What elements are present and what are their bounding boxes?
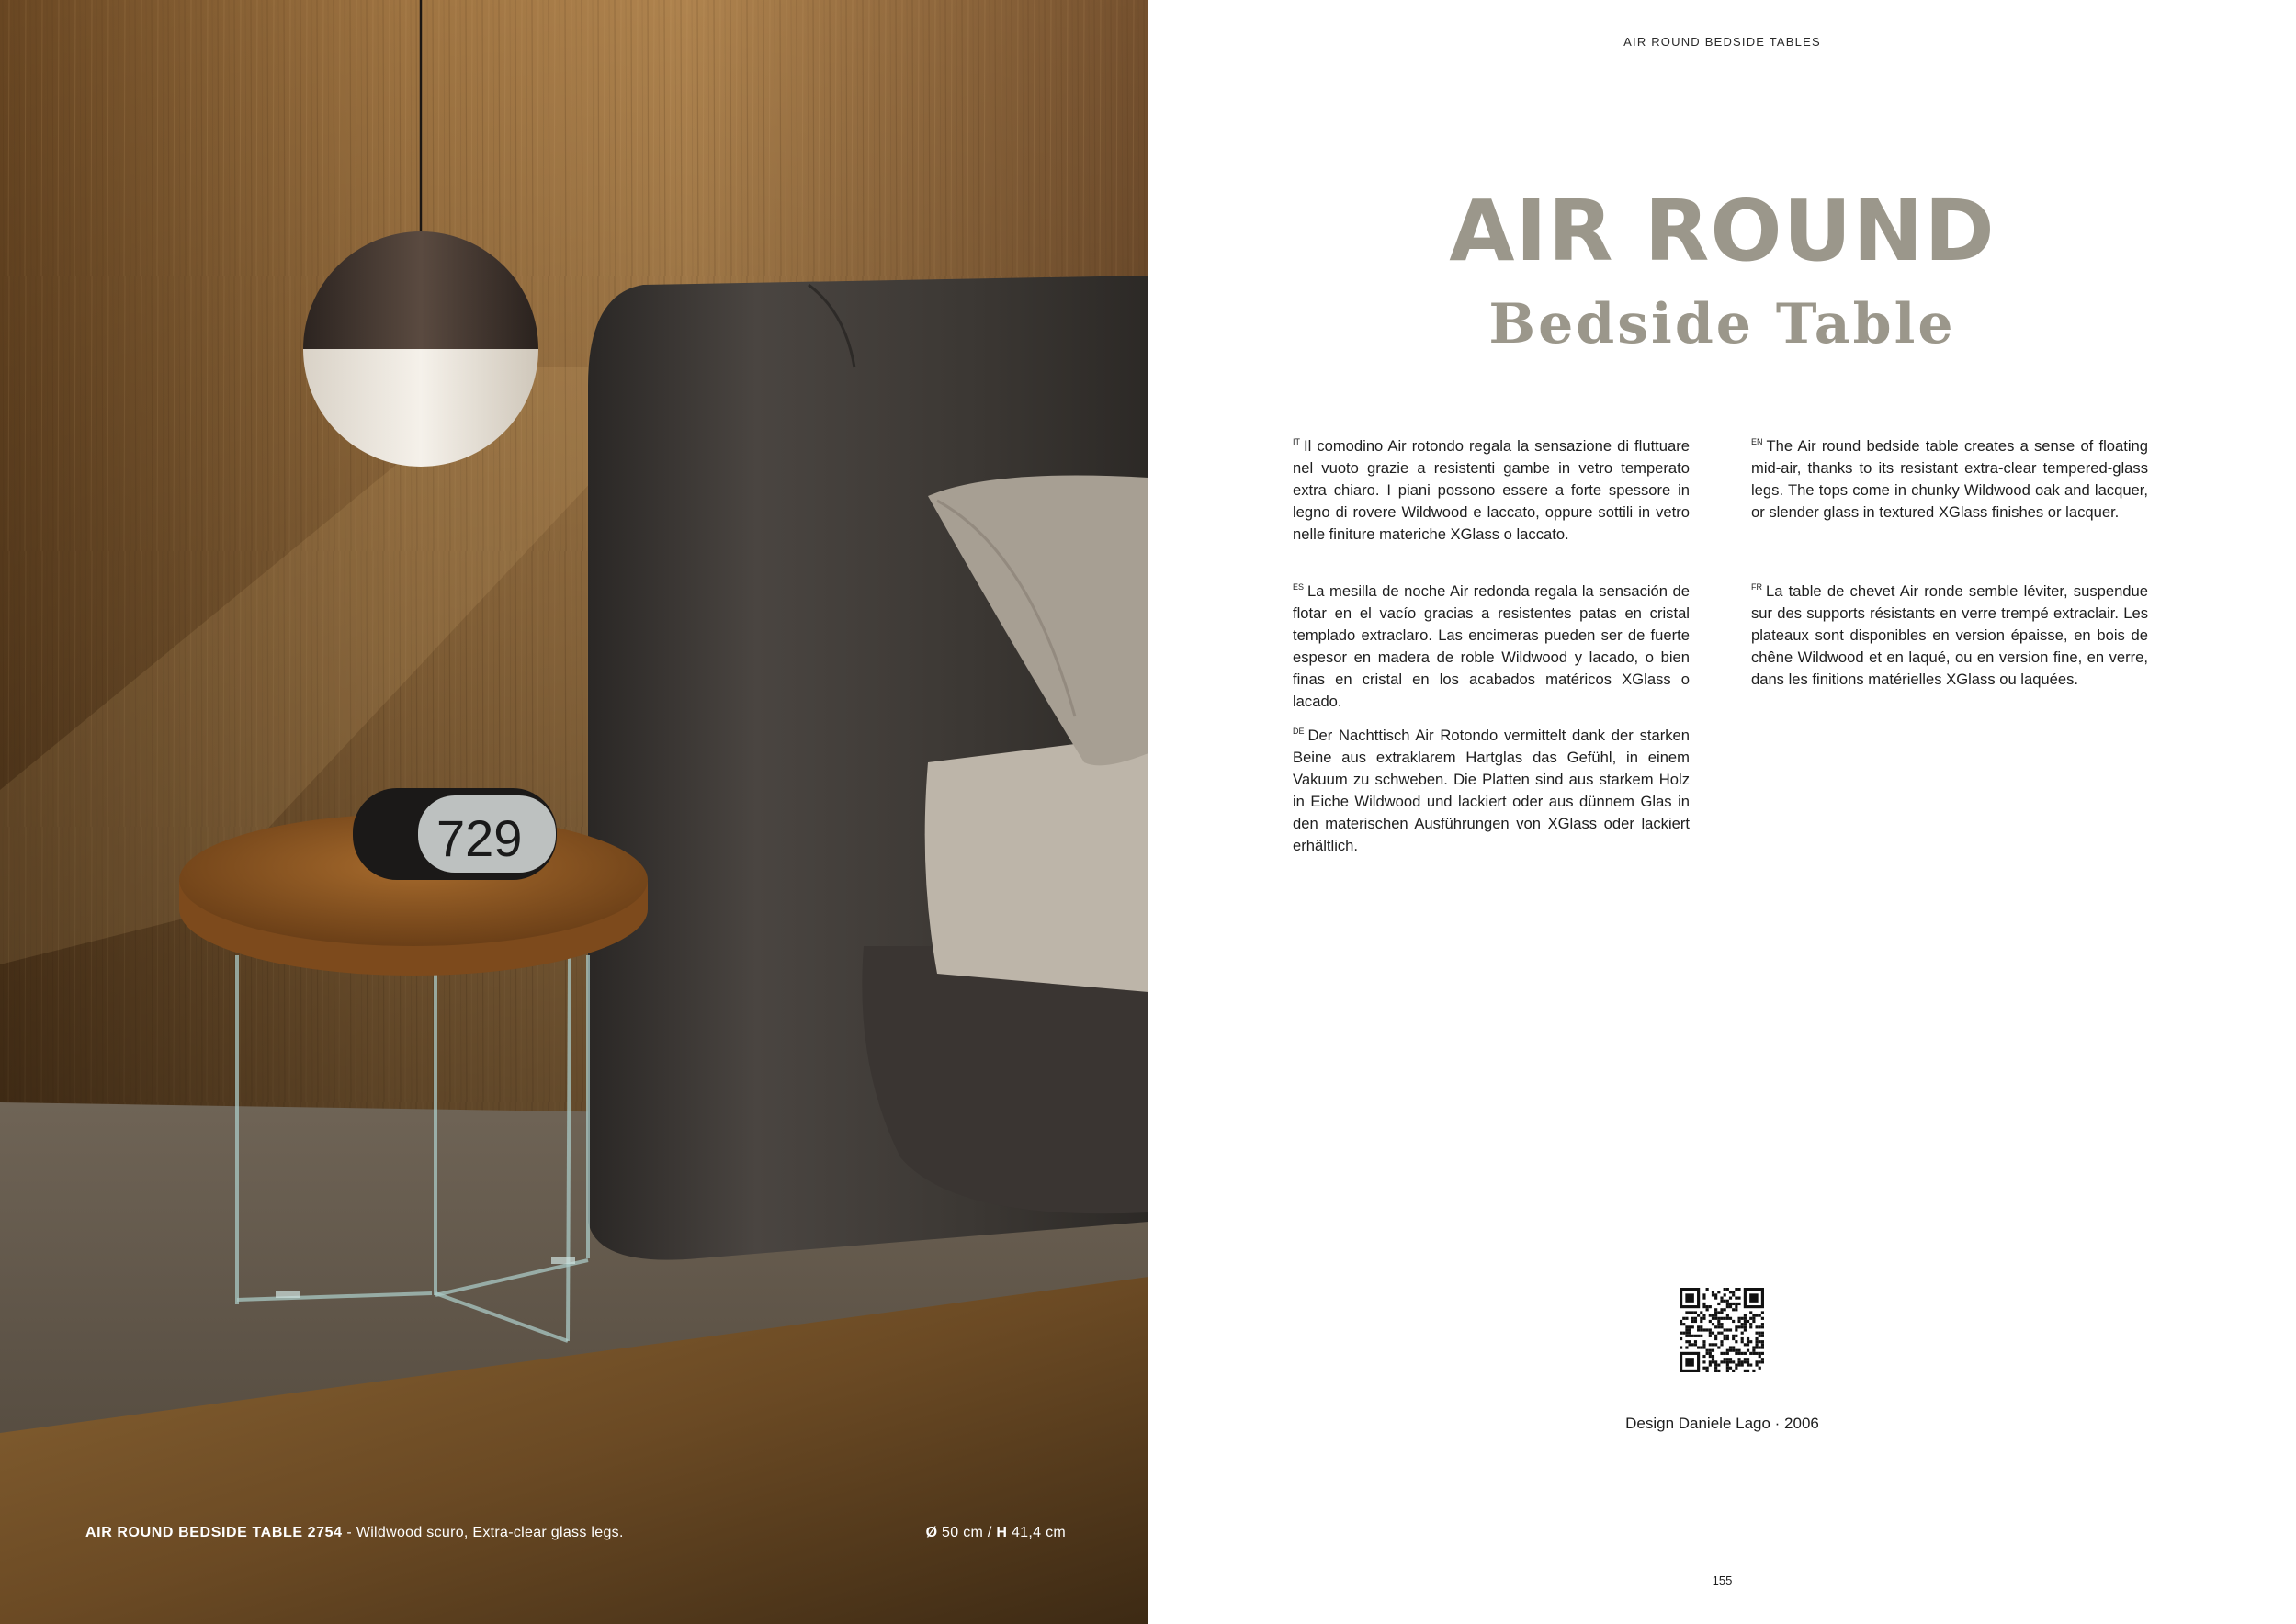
caption-diameter: 50 cm / [937,1525,997,1540]
photo-caption-dimensions [926,1525,1066,1541]
lang-tag-fr: FR [1751,582,1762,592]
paragraph-text-es: La mesilla de noche Air redonda regala la sensación de flotar en el vacío gracias a resistentes patas en cristal templado extraclaro. Las encimeras pueden ser de fuerte espesor en madera de roble Wildwood y lacado, o bien finas en cristal en los acabados matéricos XGlass o lacado. [1293,582,1690,710]
caption-height: 41,4 cm [1007,1525,1066,1540]
lang-tag-es: ES [1293,582,1305,592]
caption-product-name: AIR ROUND BEDSIDE TABLE 2754 [85,1525,343,1540]
paragraph-text-it: Il comodino Air rotondo regala la sensazione di fluttuare nel vuoto grazie a resistenti gambe in vetro temperato extra chiaro. I piani possono essere a forte spessore in legno di rovere Wildwood e laccato, oppure sottili in vetro nelle finiture materiche XGlass o laccato. [1293,437,1690,543]
paragraph-text-de: Der Nachttisch Air Rotondo vermittelt dank der starken Beine aus extraklarem Hartglas das Gefühl, in einem Vakuum zu schweben. Die Platten sind aus starkem Holz in Eiche Wildwood und lackiert oder aus dünnem Glas in den materischen Ausführungen von XGlass oder lackiert erhältlich. [1293,727,1690,854]
paragraph-german [1293,725,1690,857]
caption-diameter-symbol: Ø [925,1525,938,1540]
photo-caption-product [85,1525,624,1541]
lang-tag-it: IT [1293,437,1300,447]
page-number: 155 [1712,1573,1733,1587]
caption-height-label: H [996,1525,1008,1540]
design-credit: Design Daniele Lago · 2006 [1625,1415,1819,1432]
clock-time: 729 [436,809,523,867]
paragraph-english [1751,435,2148,524]
qr-code-icon[interactable] [1680,1288,1764,1372]
paragraph-spanish [1293,581,1690,713]
caption-finish: - Wildwood scuro, Extra-clear glass legs. [342,1525,624,1540]
paragraph-text-en: The Air round bedside table creates a sense of floating mid-air, thanks to its resistant extra-clear tempered-glass legs. The tops come in chunky Wildwood oak and lacquer, or slender glass in textured XGlass finishes or lacquer. [1751,437,2148,521]
paragraph-text-fr: La table de chevet Air ronde semble léviter, suspendue sur des supports résistants en verre trempé extraclair. Les plateaux sont disponibles en version épaisse, en bois de chêne Wildwood et en laqué, ou en version fine, en verre, dans les finitions matérielles XGlass ou laquées. [1751,582,2148,688]
lang-tag-de: DE [1293,727,1305,737]
page-subtitle: Bedside Table [1488,292,1956,356]
lang-tag-en: EN [1751,437,1763,447]
paragraph-italian [1293,435,1690,546]
paragraph-french [1751,581,2148,691]
running-head: AIR ROUND BEDSIDE TABLES [1623,35,1821,49]
page-title: AIR ROUND [1449,182,1996,280]
